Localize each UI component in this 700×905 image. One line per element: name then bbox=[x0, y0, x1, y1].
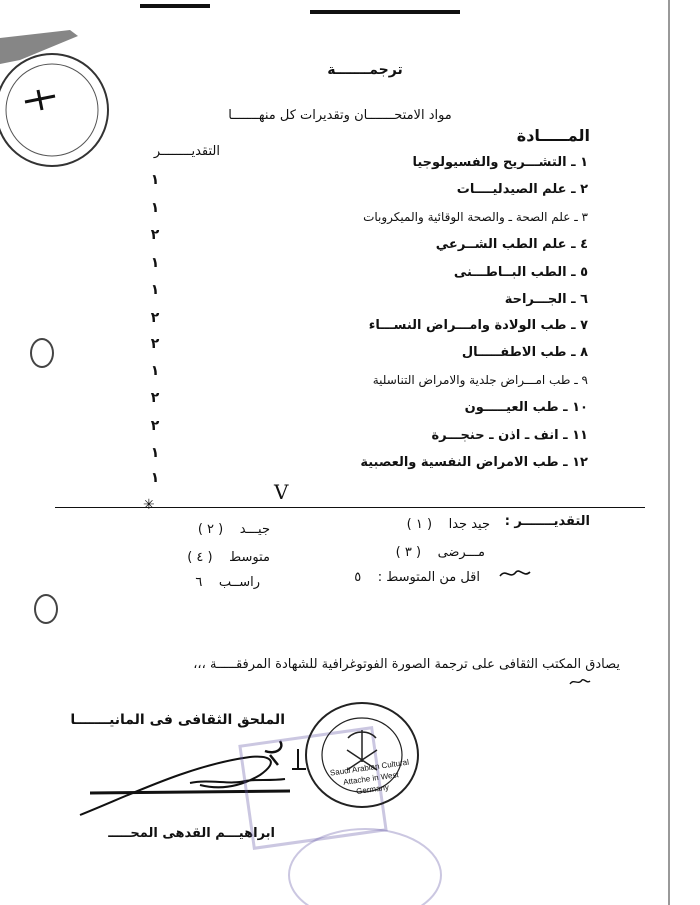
subject-number: ٦ bbox=[580, 292, 588, 307]
subject-grade: ٢ bbox=[150, 418, 160, 434]
scale-label: اقل من المتوسط : bbox=[377, 570, 480, 585]
faded-bottom-stamp bbox=[285, 825, 445, 905]
subject-name: التشـــريح والفسيولوجيا bbox=[412, 155, 567, 170]
subject-name: طب العيـــــون bbox=[464, 400, 559, 415]
subject-name: علم الصحة ـ والصحة الوقائية والميكروبات bbox=[363, 210, 571, 224]
scale-title: التقديـــــــر : bbox=[504, 514, 590, 529]
subject-grade: ٢ bbox=[150, 310, 160, 326]
subject-grade: ١ bbox=[150, 255, 160, 271]
subject-name: طب الامراض النفسية والعصبية bbox=[360, 455, 559, 470]
scale-value: ( ١ ) bbox=[406, 517, 433, 532]
signature-title: الملحق الثقافى فى المانيـــــــا bbox=[70, 712, 285, 728]
subject-grade: ١ bbox=[150, 282, 160, 298]
subject-name: انف ـ اذن ـ حنجـــرة bbox=[431, 428, 559, 443]
top-edge-mark bbox=[310, 10, 460, 14]
scale-value: ( ٢ ) bbox=[197, 522, 224, 537]
subject-grade: ١ bbox=[150, 445, 160, 461]
subject-grade: ١ bbox=[150, 172, 160, 188]
subject-grade: ١ bbox=[150, 363, 160, 379]
subject-name: علم الطب الشــرعي bbox=[435, 237, 567, 252]
subject-name: طب الاطفـــــال bbox=[461, 345, 567, 360]
subject-number: ٧ bbox=[580, 318, 588, 333]
column-subject-header: المـــــادة bbox=[516, 126, 590, 145]
scale-item bbox=[150, 550, 270, 565]
certification-text: يصادق المكتب الثقافى على ترجمة الصورة الفوتوغرافية للشهادة المرفقـــــة ،،، bbox=[193, 657, 620, 672]
scale-label: راســب bbox=[218, 575, 260, 590]
scale-label: مـــرضى bbox=[437, 545, 485, 560]
scale-value: ٥ bbox=[354, 570, 362, 585]
subject-number: ٩ bbox=[581, 373, 588, 387]
subject-number: ١٠ bbox=[572, 400, 588, 415]
subject-number: ١٢ bbox=[572, 455, 588, 470]
subject-name: طب الولادة وامـــراض النســـاء bbox=[368, 318, 567, 333]
document-page: ترجمـــــــة مواد الامتحـــــــان وتقديرات كل منهـــــــا المـــــادة التقديــــــــر ١ ـ التشـــريح والفسيولوجيا ١ ٢ ـ علم الصيدليــــات ١ ٣ ـ علم الصحة ـ والصحة الوقائية والميكروبات ٢ ٤ ـ علم الطب الشــرعي ١ ٥ ـ الطب البــاطـــنى ١ ٦ ـ الجـــراحة ٢ ٧ ـ طب الولادة وامـــراض النســـاء ٢ ٨ ـ طب الاطفـــــال ١ ٩ ـ طب امـــراض جلدية والامراض التناسلية ٢ ١٠ ـ طب العيـــــون ٢ ١١ ـ انف ـ اذن ـ حنجـــرة ١ ١٢ ـ طب الامراض النفسية والعصبية ١ V ✳ التقديـــــــر : جيد جدا ( ١ ) جيـــد ( ٢ ) مـــرضى ( ٣ ) متوسط ( ٤ ) اقل من المتوسط : ٥ راســب ٦ يصادق المكتب الثقافى على ترجمة الصورة الفوتوغرافية للشهادة المرفقـــــة ،،، الملحق الثقافى فى المانيـــــــا ابراهيـــم القدهى المحـــــ Saudi Arabian Cultural Attache in West Germany bbox=[0, 0, 700, 905]
scale-label: جيد جدا bbox=[448, 517, 490, 532]
scale-label: متوسط bbox=[229, 550, 270, 565]
subject-number: ٤ bbox=[580, 237, 588, 252]
subject-name: الجـــراحة bbox=[504, 292, 567, 307]
column-grade-header: التقديــــــــر bbox=[153, 144, 220, 159]
end-check-mark: V bbox=[274, 480, 289, 504]
scale-item bbox=[320, 570, 480, 585]
subject-number: ٨ bbox=[580, 345, 588, 360]
subject-number: ١ bbox=[580, 155, 588, 170]
signatory-name: ابراهيـــم القدهى المحـــــ bbox=[108, 826, 275, 841]
round-stamp-top bbox=[0, 50, 115, 170]
subject-name: الطب البــاطـــنى bbox=[453, 265, 567, 280]
scale-item bbox=[355, 545, 485, 560]
subject-grade: ٢ bbox=[150, 390, 160, 406]
subject-number: ١١ bbox=[572, 428, 588, 443]
scale-value: ( ٣ ) bbox=[395, 545, 422, 560]
document-header-title: ترجمـــــــة bbox=[327, 62, 403, 78]
scale-item bbox=[150, 575, 260, 590]
scale-label: جيـــد bbox=[239, 522, 270, 537]
right-edge-line bbox=[668, 0, 670, 905]
subject-number: ٣ bbox=[581, 210, 588, 224]
subject-number: ٥ bbox=[580, 265, 588, 280]
scale-item bbox=[150, 522, 270, 537]
subject-number: ٢ bbox=[580, 182, 588, 197]
scale-item bbox=[360, 517, 490, 532]
rule-mark: ✳ bbox=[143, 497, 155, 513]
initials-mark bbox=[498, 566, 532, 582]
subject-grade: ١ bbox=[150, 200, 160, 216]
subject-grade: ٢ bbox=[150, 336, 160, 352]
section-title: مواد الامتحـــــــان وتقديرات كل منهـــــــا bbox=[228, 108, 452, 123]
top-edge-mark bbox=[140, 4, 210, 8]
initials-mark bbox=[568, 676, 592, 688]
subject-name: طب امـــراض جلدية والامراض التناسلية bbox=[372, 373, 571, 387]
subject-name: علم الصيدليــــات bbox=[456, 182, 567, 197]
scale-value: ٦ bbox=[195, 575, 203, 590]
scale-value: ( ٤ ) bbox=[187, 550, 213, 565]
subject-grade: ٢ bbox=[150, 227, 160, 243]
seal-english-text: Saudi Arabian Cultural Attache in West Germany bbox=[329, 757, 410, 797]
punch-hole bbox=[34, 594, 58, 624]
punch-hole bbox=[30, 338, 54, 368]
subject-grade: ١ bbox=[150, 470, 160, 486]
